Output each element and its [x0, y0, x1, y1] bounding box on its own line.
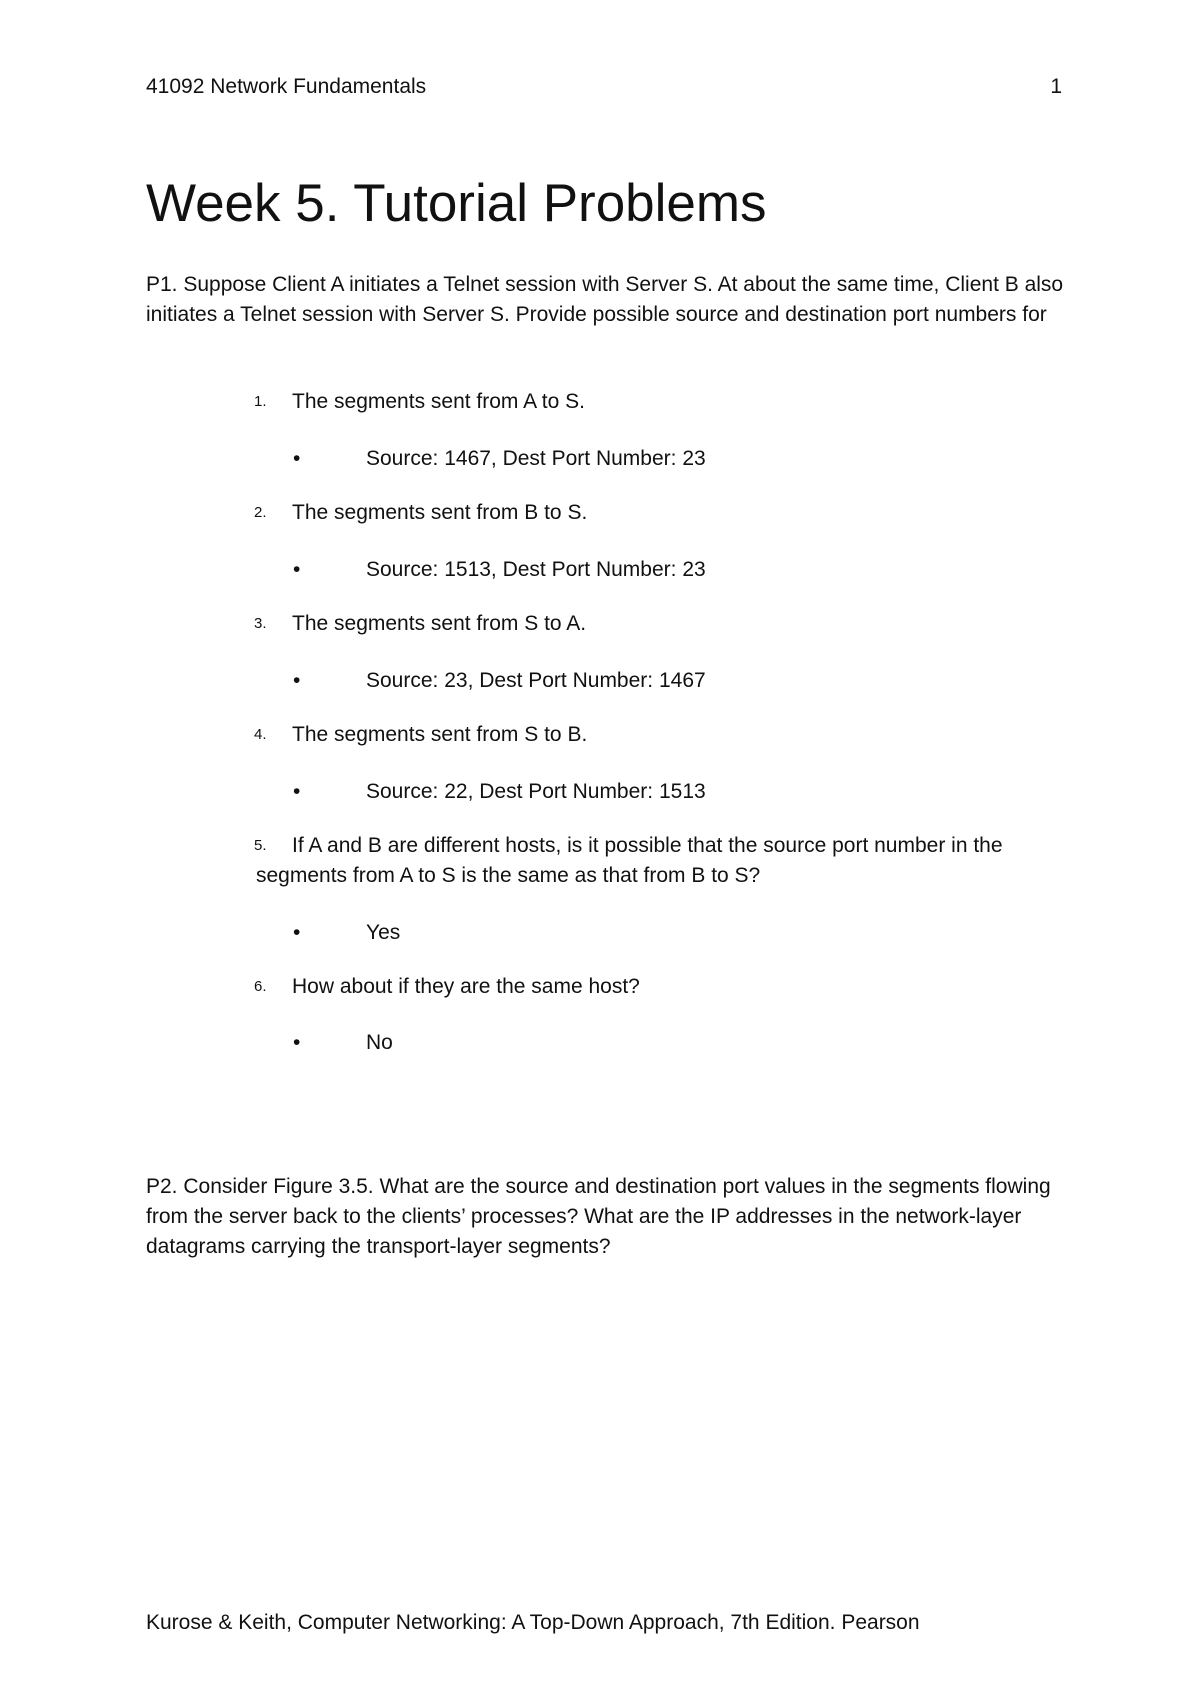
- header-page-number: 1: [1050, 75, 1062, 98]
- answer-text: Yes: [366, 921, 401, 944]
- header-course: 41092 Network Fundamentals: [146, 75, 427, 98]
- bullet-icon: •: [293, 669, 301, 692]
- answer-item: [146, 1028, 1076, 1058]
- list-item-number: 4.: [254, 726, 267, 743]
- list-item: [146, 972, 1076, 1002]
- answer-item: [146, 444, 1076, 474]
- answer-text: Source: 1513, Dest Port Number: 23: [366, 558, 706, 581]
- bullet-icon: •: [293, 780, 301, 803]
- list-item: [146, 720, 1076, 750]
- bullet-icon: •: [293, 921, 301, 944]
- list-item: [146, 831, 1076, 891]
- problem-p1: P1. Suppose Client A initiates a Telnet session with Server S. At about the same time, Client B also initiates a Telnet session with Server S. Provide possible source and destination port numbers for: [146, 273, 1064, 326]
- list-item-text: The segments sent from A to S.: [292, 390, 585, 413]
- answer-item: [146, 666, 1076, 696]
- answer-item: [146, 555, 1076, 585]
- list-item-number: 3.: [254, 615, 267, 632]
- list-item-number: 5.: [254, 837, 267, 854]
- page-title: Week 5. Tutorial Problems: [146, 174, 767, 233]
- list-item: [146, 609, 1076, 639]
- answer-text: Source: 23, Dest Port Number: 1467: [366, 669, 706, 692]
- problem-p1-list: [146, 387, 1076, 1058]
- answer-text: Source: 1467, Dest Port Number: 23: [366, 447, 706, 470]
- list-item-number: 1.: [254, 393, 267, 410]
- list-item-number: 6.: [254, 978, 267, 995]
- answer-item: [146, 918, 1076, 948]
- list-item-text: How about if they are the same host?: [292, 975, 640, 998]
- problem-p2: P2. Consider Figure 3.5. What are the source and destination port values in the segments flowing from the server back to the clients’ processes? What are the IP addresses in the network-layer datagrams carrying the transport-layer segments?: [146, 1175, 1051, 1258]
- footer-citation: Kurose & Keith, Computer Networking: A Top-Down Approach, 7th Edition. Pearson: [146, 1611, 920, 1634]
- answer-text: Source: 22, Dest Port Number: 1513: [366, 780, 706, 803]
- bullet-icon: •: [293, 447, 301, 470]
- list-item-text: The segments sent from S to A.: [292, 612, 587, 635]
- list-item: [146, 498, 1076, 528]
- answer-text: No: [366, 1031, 393, 1054]
- answer-item: [146, 777, 1076, 807]
- list-item-text: The segments sent from S to B.: [292, 723, 588, 746]
- list-item: [146, 387, 1076, 417]
- bullet-icon: •: [293, 1031, 301, 1054]
- bullet-icon: •: [293, 558, 301, 581]
- list-item-text: If A and B are different hosts, is it possible that the source port number in the segments from A to S is the same as that from B to S?: [256, 834, 1003, 887]
- list-item-number: 2.: [254, 504, 267, 521]
- list-item-text: The segments sent from B to S.: [292, 501, 588, 524]
